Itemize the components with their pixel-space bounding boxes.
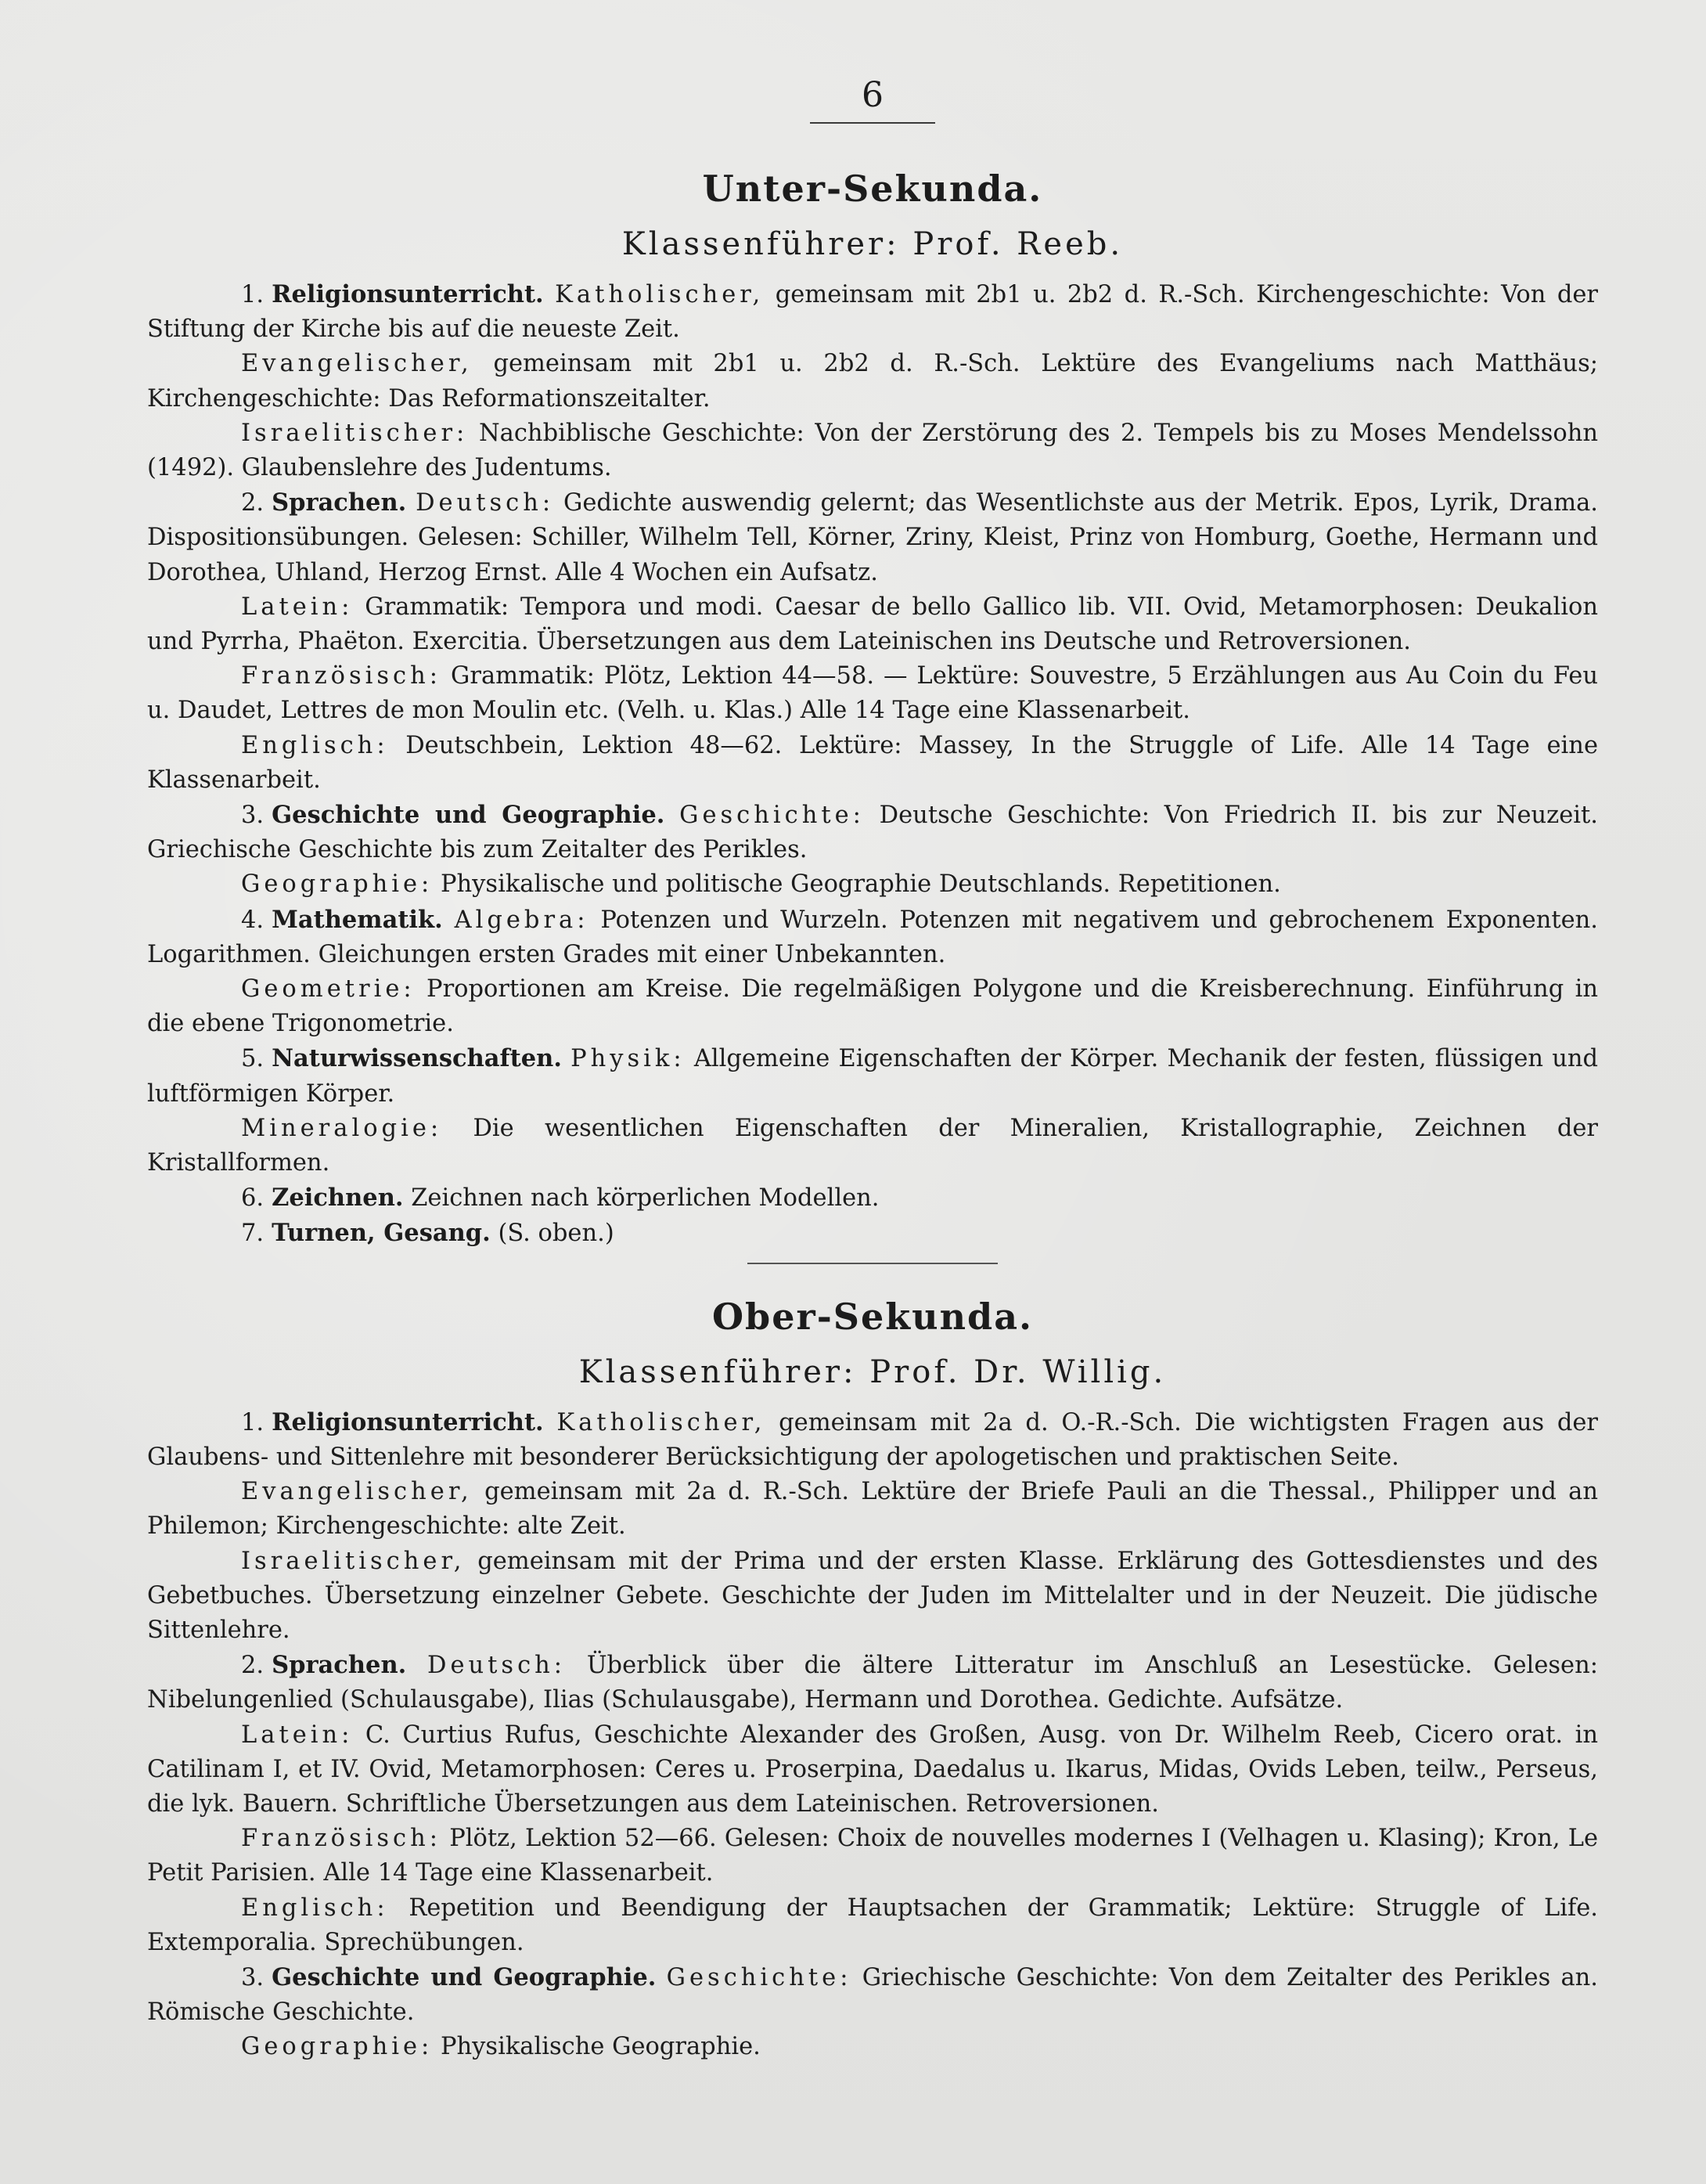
page-number: 6 [862, 75, 884, 115]
paragraph-latein [147, 1718, 1598, 1822]
course-label: Deutsch: [427, 1652, 567, 1680]
paragraph-geometrie [147, 972, 1598, 1041]
paragraph-text: Physikalische und politische Geographie Deutschlands. Repetitionen. [441, 870, 1281, 899]
subject-heading: Geschichte und Geographie. [272, 801, 665, 830]
paragraph-text: gemeinsam mit 2a d. O.-R.-Sch. Die wichtigsten Fragen aus der Glaubens- und Sittenlehre mit besonderer Berücksichtigung der apologetischen und praktischen Seite. [147, 1408, 1598, 1471]
paragraph-text: Physikalische Geographie. [441, 2033, 761, 2061]
item-number: 3. [241, 802, 265, 830]
paragraph-zeichnen [147, 1180, 1598, 1216]
item-number: 6. [241, 1184, 265, 1213]
item-number: 5. [241, 1045, 265, 1073]
paragraph-text: gemeinsam mit der Prima und der ersten Klasse. Erklärung des Gottesdienstes und des Gebetbuches. Übersetzung einzelner Gebete. Geschichte der Juden im Mittelalter und in der Neuzeit. Die jüdische Sittenlehre. [147, 1547, 1598, 1644]
subject-heading: Mathematik. [272, 905, 443, 934]
paragraph-text: Proportionen am Kreise. Die regelmäßigen Polygone und die Kreisberechnung. Einführung in die ebene Trigonometrie. [147, 975, 1598, 1038]
paragraph-text: gemeinsam mit 2b1 u. 2b2 d. R.-Sch. Kirchengeschichte: Von der Stiftung der Kirche bis auf die neueste Zeit. [147, 281, 1598, 344]
paragraph-text: Gedichte auswendig gelernt; das Wesentlichste aus der Metrik. Epos, Lyrik, Drama. Dispositionsübungen. Gelesen: Schiller, Wilhelm Tell, Körner, Zriny, Kleist, Prinz von Homburg, Goethe, Hermann und Dorothea, Uhland, Herzog Ernst. Alle 4 Wochen ein Aufsatz. [147, 489, 1598, 586]
paragraph-text: (S. oben.) [498, 1220, 614, 1248]
course-label: Israelitischer: [241, 419, 469, 447]
course-label: Englisch: [241, 731, 389, 759]
course-label: Geographie: [241, 870, 434, 899]
course-label: Geometrie: [241, 975, 416, 1004]
course-label: Deutsch: [416, 489, 555, 517]
item-number: 3. [241, 1963, 265, 1991]
course-label: Geschichte: [666, 1963, 852, 1991]
course-label: Französisch: [241, 1825, 442, 1853]
paragraph-text: C. Curtius Rufus, Geschichte Alexander des Großen, Ausg. von Dr. Wilhelm Reeb, Cicero orat. in Catilinam I, et IV. Ovid, Metamorphosen: Ceres u. Proserpina, Daedalus u. Ikarus, Midas, Ovids Leben, teilw., Perseus, die lyk. Bauern. Schriftliche Übersetzungen aus dem Lateinischen. Retroversionen. [147, 1721, 1598, 1818]
course-label: Israelitischer, [241, 1547, 466, 1575]
paragraph-text: Nachbiblische Geschichte: Von der Zerstörung des 2. Tempels bis zu Moses Mendelssohn (1492). Glaubenslehre des Judentums. [147, 419, 1598, 482]
paragraph-text: Deutsche Geschichte: Von Friedrich II. bis zur Neuzeit. Griechische Geschichte bis zum Zeitalter des Perikles. [147, 802, 1598, 864]
item-number: 2. [241, 1652, 265, 1680]
paragraph-englisch [147, 1891, 1598, 1960]
paragraph-text: Grammatik: Plötz, Lektion 44—58. — Lektüre: Souvestre, 5 Erzählungen aus Au Coin du Feu u. Daudet, Lettres de mon Moulin etc. (Velh. u. Klas.) Alle 14 Tage eine Klassenarbeit. [147, 662, 1598, 725]
paragraph-deutsch [147, 1648, 1598, 1717]
item-number: 4. [241, 906, 265, 934]
section-divider [747, 1263, 998, 1264]
paragraph-geographie [147, 867, 1598, 902]
paragraph-geschichte [147, 798, 1598, 867]
subject-heading: Turnen, Gesang. [272, 1219, 491, 1248]
paragraph-text: Plötz, Lektion 52—66. Gelesen: Choix de nouvelles modernes I (Velhagen u. Klasing); Kron, Le Petit Parisien. Alle 14 Tage eine Klassenarbeit. [147, 1825, 1599, 1887]
paragraph-text: Die wesentlichen Eigenschaften der Mineralien, Kristallographie, Zeichnen der Kristallformen. [147, 1114, 1598, 1177]
item-number: 7. [241, 1220, 265, 1248]
paragraph-franzoesisch [147, 1822, 1598, 1890]
section-unter-sekunda [147, 168, 1599, 1264]
section-title: Unter-Sekunda. [702, 168, 1043, 210]
paragraph-religion [147, 277, 1598, 347]
course-label: Geographie: [241, 2033, 434, 2061]
subject-heading: Naturwissenschaften. [272, 1044, 562, 1073]
course-label: Evangelischer, [241, 350, 473, 378]
class-teacher: Klassenführer: Prof. Dr. Willig. [578, 1353, 1167, 1390]
paragraph-text: Zeichnen nach körperlichen Modellen. [411, 1184, 880, 1213]
course-label: Algebra: [454, 906, 589, 934]
paragraph-text: gemeinsam mit 2a d. R.-Sch. Lektüre der Briefe Pauli an die Thessal., Philipper und an Philemon; Kirchengeschichte: alte Zeit. [147, 1478, 1598, 1541]
class-teacher: Klassenführer: Prof. Reeb. [621, 226, 1124, 262]
section-ober-sekunda [147, 1295, 1599, 2065]
paragraph-deutsch [147, 485, 1598, 590]
course-label: Katholischer, [556, 1408, 766, 1436]
paragraph-text: Überblick über die ältere Litteratur im Anschluß an Lesestücke. Gelesen: Nibelungenlied (Schulausgabe), Ilias (Schulausgabe), Hermann und Dorothea. Gedichte. Aufsätze. [147, 1652, 1598, 1714]
course-label: Mineralogie: [241, 1114, 443, 1142]
paragraph-text: Griechische Geschichte: Von dem Zeitalter des Perikles an. Römische Geschichte. [147, 1963, 1598, 2027]
subject-heading: Zeichnen. [272, 1184, 404, 1213]
subject-heading: Religionsunterricht. [272, 280, 544, 308]
paragraph-israelitisch [147, 1544, 1598, 1649]
item-number: 1. [241, 1408, 265, 1436]
paragraph-text: Grammatik: Tempora und modi. Caesar de bello Gallico lib. VII. Ovid, Metamorphosen: Deukalion und Pyrrha, Phaëton. Exercitia. Übersetzungen aus dem Lateinischen ins Deutsche und Retroversionen. [147, 593, 1598, 656]
subject-heading: Religionsunterricht. [272, 1407, 544, 1436]
paragraph-evangelisch [147, 1475, 1598, 1544]
subject-heading: Sprachen. [272, 1651, 407, 1680]
paragraph-text: Repetition und Beendigung der Hauptsachen der Grammatik; Lektüre: Struggle of Life. Extemporalia. Sprechübungen. [147, 1894, 1598, 1956]
paragraph-religion [147, 1405, 1598, 1475]
paragraph-text: Allgemeine Eigenschaften der Körper. Mechanik der festen, flüssigen und luftförmigen Körper. [147, 1045, 1599, 1108]
course-label: Latein: [241, 593, 354, 621]
paragraph-israelitisch [147, 416, 1598, 485]
paragraph-evangelisch [147, 347, 1598, 416]
section-title: Ober-Sekunda. [711, 1295, 1034, 1338]
paragraph-turnen [147, 1216, 1598, 1251]
paragraph-algebra [147, 903, 1598, 972]
course-label: Englisch: [241, 1894, 389, 1922]
paragraph-latein [147, 590, 1598, 659]
paragraph-mineralogie [147, 1112, 1598, 1180]
paragraph-text: gemeinsam mit 2b1 u. 2b2 d. R.-Sch. Lektüre des Evangeliums nach Matthäus; Kirchengeschichte: Das Reformationszeitalter. [147, 350, 1598, 413]
course-label: Latein: [241, 1721, 354, 1749]
paragraph-geographie [147, 2030, 1598, 2064]
paragraph-text: Potenzen und Wurzeln. Potenzen mit negativem und gebrochenem Exponenten. Logarithmen. Gleichungen ersten Grades mit einer Unbekannten. [147, 906, 1598, 968]
item-number: 1. [241, 281, 265, 308]
course-label: Physik: [570, 1045, 686, 1073]
course-label: Katholischer, [555, 281, 765, 308]
course-label: Evangelischer, [241, 1478, 473, 1506]
subject-heading: Geschichte und Geographie. [272, 1962, 657, 1991]
paragraph-franzoesisch [147, 659, 1598, 728]
paragraph-geschichte [147, 1960, 1598, 2030]
paragraph-physik [147, 1041, 1598, 1111]
item-number: 2. [241, 489, 265, 517]
paragraph-text: Deutschbein, Lektion 48—62. Lektüre: Massey, In the Struggle of Life. Alle 14 Tage eine Klassenarbeit. [147, 731, 1598, 794]
subject-heading: Sprachen. [272, 488, 407, 517]
paragraph-englisch [147, 729, 1598, 798]
course-label: Geschichte: [679, 802, 865, 830]
page-number-rule [810, 122, 935, 124]
course-label: Französisch: [241, 662, 442, 690]
